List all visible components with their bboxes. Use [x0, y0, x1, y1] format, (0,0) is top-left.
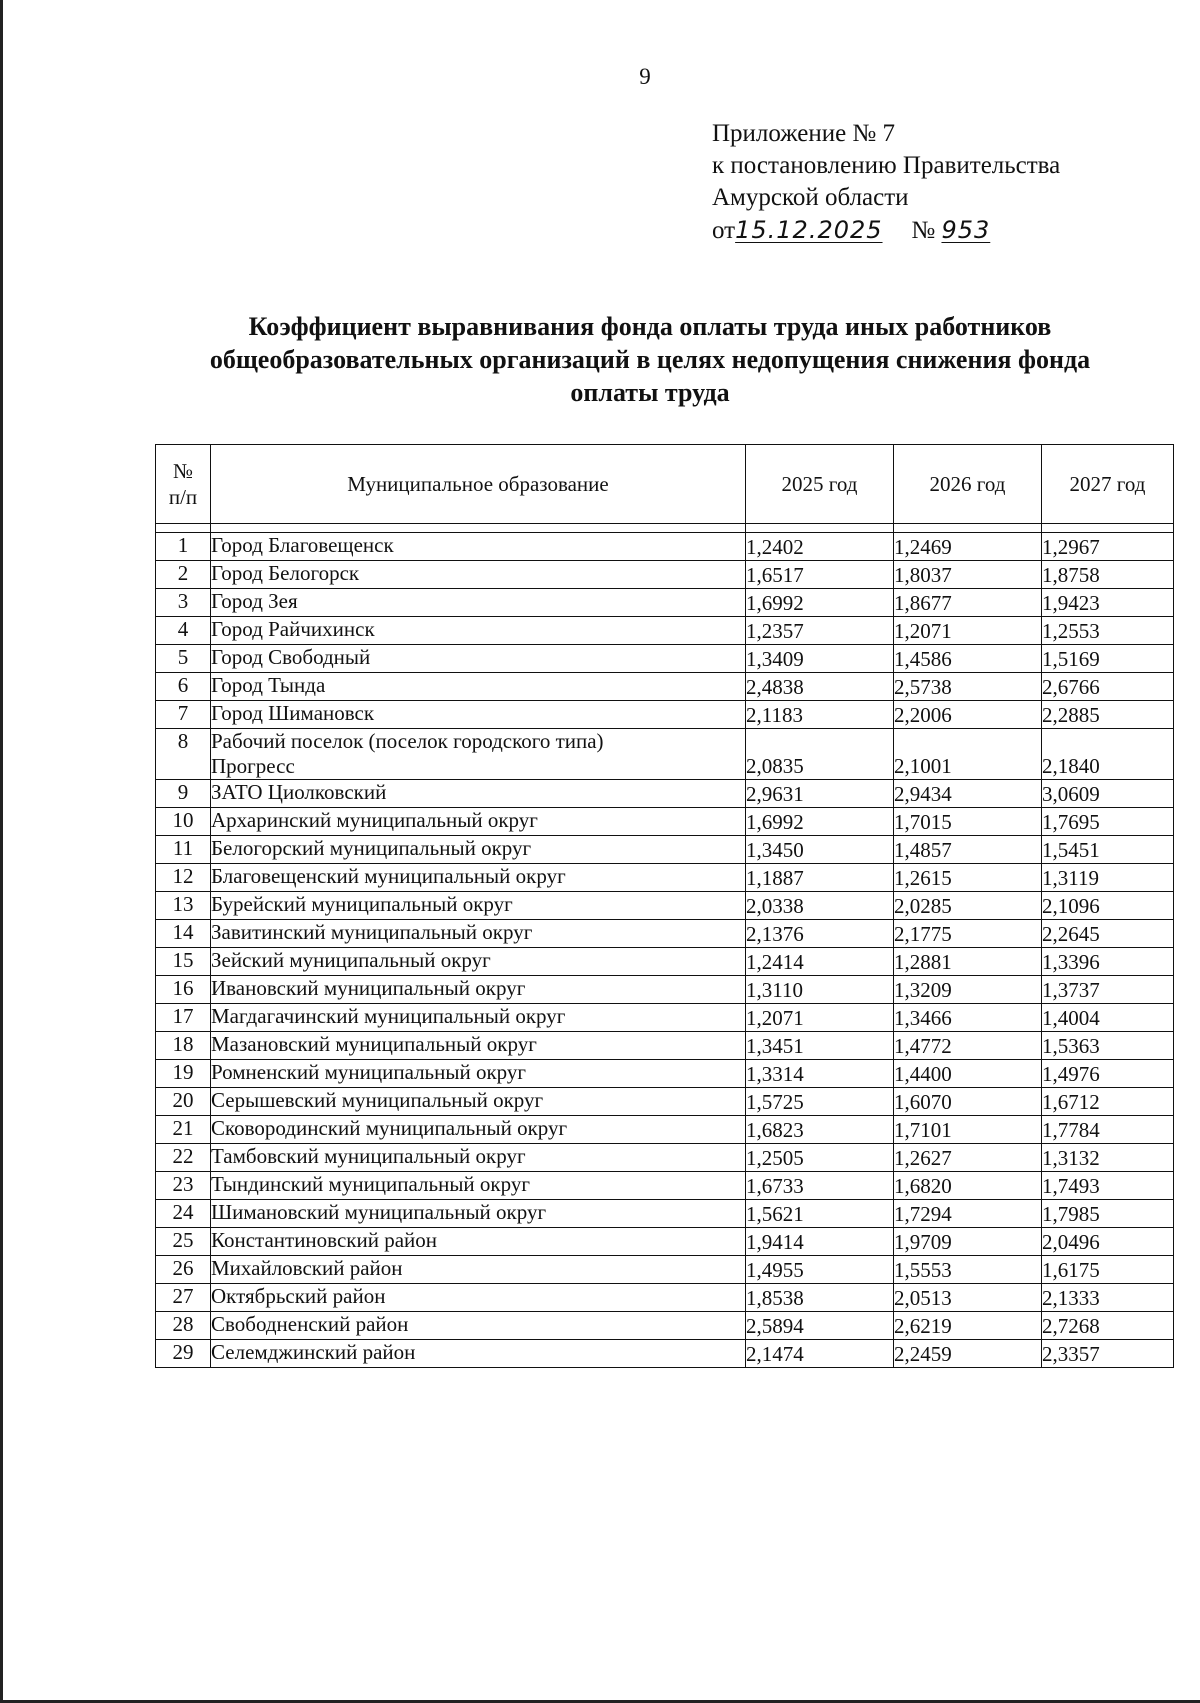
date-prefix: от: [712, 217, 736, 244]
row-num: 18: [156, 1032, 211, 1060]
row-2027: 2,0496: [1042, 1228, 1174, 1256]
table-row: [156, 780, 1174, 808]
row-2026: 2,9434: [894, 780, 1042, 808]
row-num: 4: [156, 617, 211, 645]
row-name: Тындинский муниципальный округ: [211, 1172, 746, 1200]
row-name: Михайловский район: [211, 1256, 746, 1284]
row-num: 25: [156, 1228, 211, 1256]
row-name: Город Свободный: [211, 645, 746, 673]
row-2025: 1,2414: [746, 948, 894, 976]
row-2026: 1,6820: [894, 1172, 1042, 1200]
row-name: Ивановский муниципальный округ: [211, 976, 746, 1004]
row-2026: 2,0285: [894, 892, 1042, 920]
row-2026: 1,7015: [894, 808, 1042, 836]
row-2027: 1,6712: [1042, 1088, 1174, 1116]
row-2027: 1,3396: [1042, 948, 1174, 976]
table-row: [156, 1200, 1174, 1228]
row-2025: 1,6992: [746, 808, 894, 836]
row-2026: 2,0513: [894, 1284, 1042, 1312]
title-line-3: оплаты труда: [570, 378, 730, 407]
row-2026: 1,8037: [894, 561, 1042, 589]
row-num: 23: [156, 1172, 211, 1200]
table-row: [156, 1228, 1174, 1256]
table-row: [156, 836, 1174, 864]
appendix-line-1: Приложение № 7: [712, 120, 896, 147]
row-2026: 1,7294: [894, 1200, 1042, 1228]
row-2027: 1,3737: [1042, 976, 1174, 1004]
title-line-2: общеобразовательных организаций в целях недопущения снижения фонда: [209, 345, 1091, 374]
row-name: Бурейский муниципальный округ: [211, 892, 746, 920]
row-2025: 1,3451: [746, 1032, 894, 1060]
table-row: [156, 920, 1174, 948]
row-name: Город Райчихинск: [211, 617, 746, 645]
table-row: [156, 1004, 1174, 1032]
row-name: Октябрьский район: [211, 1284, 746, 1312]
row-2025: 1,8538: [746, 1284, 894, 1312]
handwritten-number: 953: [941, 216, 991, 244]
row-num: 14: [156, 920, 211, 948]
row-name: Магдагачинский муниципальный округ: [211, 1004, 746, 1032]
document-title: [150, 310, 1150, 409]
table-row: [156, 808, 1174, 836]
row-2027: 1,6175: [1042, 1256, 1174, 1284]
row-name: Серышевский муниципальный округ: [211, 1088, 746, 1116]
appendix-block: [712, 118, 1060, 247]
row-2027: 2,3357: [1042, 1340, 1174, 1368]
row-2026: 1,4857: [894, 836, 1042, 864]
spacer-cell: [1042, 524, 1174, 533]
row-2027: 1,2553: [1042, 617, 1174, 645]
table-row: [156, 645, 1174, 673]
table-row: [156, 701, 1174, 729]
row-2026: 1,8677: [894, 589, 1042, 617]
row-2025: 1,3450: [746, 836, 894, 864]
row-2026: 1,5553: [894, 1256, 1042, 1284]
row-2027: 1,8758: [1042, 561, 1174, 589]
row-name: Архаринский муниципальный округ: [211, 808, 746, 836]
row-name: Белогорский муниципальный округ: [211, 836, 746, 864]
header-num-line-1: №: [172, 459, 194, 483]
row-num: 29: [156, 1340, 211, 1368]
table-row: [156, 673, 1174, 701]
title-line-1: Коэффициент выравнивания фонда оплаты труда иных работников: [248, 312, 1052, 341]
page-number: 9: [639, 64, 651, 89]
row-2026: 1,2615: [894, 864, 1042, 892]
row-2027: 1,5451: [1042, 836, 1174, 864]
table-header-row: [156, 445, 1174, 524]
row-2026: 2,5738: [894, 673, 1042, 701]
row-num: 10: [156, 808, 211, 836]
row-2025: 1,6517: [746, 561, 894, 589]
handwritten-date: 15.12.2025: [735, 216, 883, 244]
row-2026: 2,1775: [894, 920, 1042, 948]
row-2025: 1,5621: [746, 1200, 894, 1228]
spacer-cell: [211, 524, 746, 533]
table-row: [156, 1172, 1174, 1200]
header-num-line-2: п/п: [168, 485, 198, 509]
row-name: [211, 729, 746, 780]
table-row: [156, 1144, 1174, 1172]
row-2027: 2,1333: [1042, 1284, 1174, 1312]
row-2025: 1,3409: [746, 645, 894, 673]
row-2026: 2,2006: [894, 701, 1042, 729]
row-2026: 2,1001: [894, 729, 1042, 780]
table-row: [156, 1284, 1174, 1312]
row-2025: 1,6992: [746, 589, 894, 617]
table-row: [156, 1060, 1174, 1088]
row-num: 17: [156, 1004, 211, 1032]
row-num: 8: [156, 729, 211, 780]
row-name: Город Тында: [211, 673, 746, 701]
row-2027: 1,3119: [1042, 864, 1174, 892]
row-name: Константиновский район: [211, 1228, 746, 1256]
table-row: [156, 561, 1174, 589]
row-2027: 1,7493: [1042, 1172, 1174, 1200]
row-2027: 1,7784: [1042, 1116, 1174, 1144]
row-num: 2: [156, 561, 211, 589]
row-2025: 2,1376: [746, 920, 894, 948]
row-2025: 2,0835: [746, 729, 894, 780]
row-name: Тамбовский муниципальный округ: [211, 1144, 746, 1172]
row-2027: 2,1840: [1042, 729, 1174, 780]
row-num: 26: [156, 1256, 211, 1284]
row-2025: 1,1887: [746, 864, 894, 892]
row-num: 22: [156, 1144, 211, 1172]
table-row: [156, 589, 1174, 617]
row-num: 13: [156, 892, 211, 920]
row-2026: 2,6219: [894, 1312, 1042, 1340]
row-2026: 1,3466: [894, 1004, 1042, 1032]
row-num: 3: [156, 589, 211, 617]
row-name: Зейский муниципальный округ: [211, 948, 746, 976]
row-2025: 2,1183: [746, 701, 894, 729]
row-2027: 1,4976: [1042, 1060, 1174, 1088]
row-2027: 2,2645: [1042, 920, 1174, 948]
header-2025: 2025 год: [746, 445, 894, 524]
spacer-cell: [894, 524, 1042, 533]
row-2025: 2,5894: [746, 1312, 894, 1340]
row-2025: 2,0338: [746, 892, 894, 920]
appendix-line-2: к постановлению Правительства: [712, 152, 1061, 179]
row-num: 7: [156, 701, 211, 729]
row-name: Город Шимановск: [211, 701, 746, 729]
row-2026: 1,2881: [894, 948, 1042, 976]
appendix-date-line: [712, 214, 1060, 247]
row-2026: 1,9709: [894, 1228, 1042, 1256]
number-prefix: №: [911, 217, 936, 244]
table-row: [156, 533, 1174, 561]
row-name: Мазановский муниципальный округ: [211, 1032, 746, 1060]
table-row: [156, 1088, 1174, 1116]
row-2026: 1,4772: [894, 1032, 1042, 1060]
row-2027: 1,4004: [1042, 1004, 1174, 1032]
row-num: 16: [156, 976, 211, 1004]
spacer-row: [156, 524, 1174, 533]
spacer-cell: [156, 524, 211, 533]
table-row: [156, 976, 1174, 1004]
row-num: 6: [156, 673, 211, 701]
row-2027: 1,2967: [1042, 533, 1174, 561]
row-2026: 1,2469: [894, 533, 1042, 561]
table-row: [156, 617, 1174, 645]
table-row: [156, 1116, 1174, 1144]
row-name: Сковородинский муниципальный округ: [211, 1116, 746, 1144]
header-2027: 2027 год: [1042, 445, 1174, 524]
row-name: Шимановский муниципальный округ: [211, 1200, 746, 1228]
coefficient-table: [155, 444, 1174, 1368]
row-name: Город Благовещенск: [211, 533, 746, 561]
row-2026: 1,7101: [894, 1116, 1042, 1144]
row-2027: 1,3132: [1042, 1144, 1174, 1172]
spacer-cell: [746, 524, 894, 533]
row-2026: 1,2071: [894, 617, 1042, 645]
row-2025: 1,3314: [746, 1060, 894, 1088]
table-row: [156, 892, 1174, 920]
row-name-line-2: Прогресс: [211, 754, 295, 778]
row-2027: 1,7985: [1042, 1200, 1174, 1228]
row-2025: 1,2071: [746, 1004, 894, 1032]
row-2027: 2,1096: [1042, 892, 1174, 920]
appendix-line-3: Амурской области: [712, 184, 909, 211]
row-2025: 1,2505: [746, 1144, 894, 1172]
row-2025: 2,1474: [746, 1340, 894, 1368]
row-2025: 2,9631: [746, 780, 894, 808]
row-num: 12: [156, 864, 211, 892]
row-2025: 1,6823: [746, 1116, 894, 1144]
row-name: Селемджинский район: [211, 1340, 746, 1368]
row-2025: 1,2402: [746, 533, 894, 561]
row-2027: 2,6766: [1042, 673, 1174, 701]
table-row: [156, 729, 1174, 780]
row-name: Благовещенский муниципальный округ: [211, 864, 746, 892]
row-2026: 1,4400: [894, 1060, 1042, 1088]
row-num: 11: [156, 836, 211, 864]
row-2026: 1,3209: [894, 976, 1042, 1004]
row-2027: 1,5363: [1042, 1032, 1174, 1060]
row-2027: 2,2885: [1042, 701, 1174, 729]
row-2026: 1,2627: [894, 1144, 1042, 1172]
scan-edge-left: [0, 0, 3, 1703]
row-num: 5: [156, 645, 211, 673]
row-name: Город Белогорск: [211, 561, 746, 589]
row-2027: 1,9423: [1042, 589, 1174, 617]
row-num: 21: [156, 1116, 211, 1144]
table-row: [156, 1256, 1174, 1284]
row-num: 19: [156, 1060, 211, 1088]
row-num: 24: [156, 1200, 211, 1228]
table-row: [156, 1032, 1174, 1060]
table-row: [156, 948, 1174, 976]
row-name-line-1: Рабочий поселок (поселок городского типа): [211, 729, 604, 753]
row-num: 28: [156, 1312, 211, 1340]
row-2027: 3,0609: [1042, 780, 1174, 808]
row-2025: 1,9414: [746, 1228, 894, 1256]
row-name: ЗАТО Циолковский: [211, 780, 746, 808]
table-row: [156, 1340, 1174, 1368]
table-row: [156, 864, 1174, 892]
header-2026: 2026 год: [894, 445, 1042, 524]
row-2026: 2,2459: [894, 1340, 1042, 1368]
table-row: [156, 1312, 1174, 1340]
header-name: Муниципальное образование: [211, 445, 746, 524]
row-name: Ромненский муниципальный округ: [211, 1060, 746, 1088]
row-name: Завитинский муниципальный округ: [211, 920, 746, 948]
row-2026: 1,6070: [894, 1088, 1042, 1116]
row-2025: 2,4838: [746, 673, 894, 701]
row-2027: 1,7695: [1042, 808, 1174, 836]
row-2025: 1,6733: [746, 1172, 894, 1200]
row-2026: 1,4586: [894, 645, 1042, 673]
row-2027: 1,5169: [1042, 645, 1174, 673]
row-2025: 1,2357: [746, 617, 894, 645]
row-2025: 1,3110: [746, 976, 894, 1004]
row-2025: 1,5725: [746, 1088, 894, 1116]
row-name: Свободненский район: [211, 1312, 746, 1340]
row-name: Город Зея: [211, 589, 746, 617]
row-2025: 1,4955: [746, 1256, 894, 1284]
row-num: 15: [156, 948, 211, 976]
row-num: 20: [156, 1088, 211, 1116]
row-num: 9: [156, 780, 211, 808]
row-num: 27: [156, 1284, 211, 1312]
row-num: 1: [156, 533, 211, 561]
header-num: [156, 445, 211, 524]
row-2027: 2,7268: [1042, 1312, 1174, 1340]
